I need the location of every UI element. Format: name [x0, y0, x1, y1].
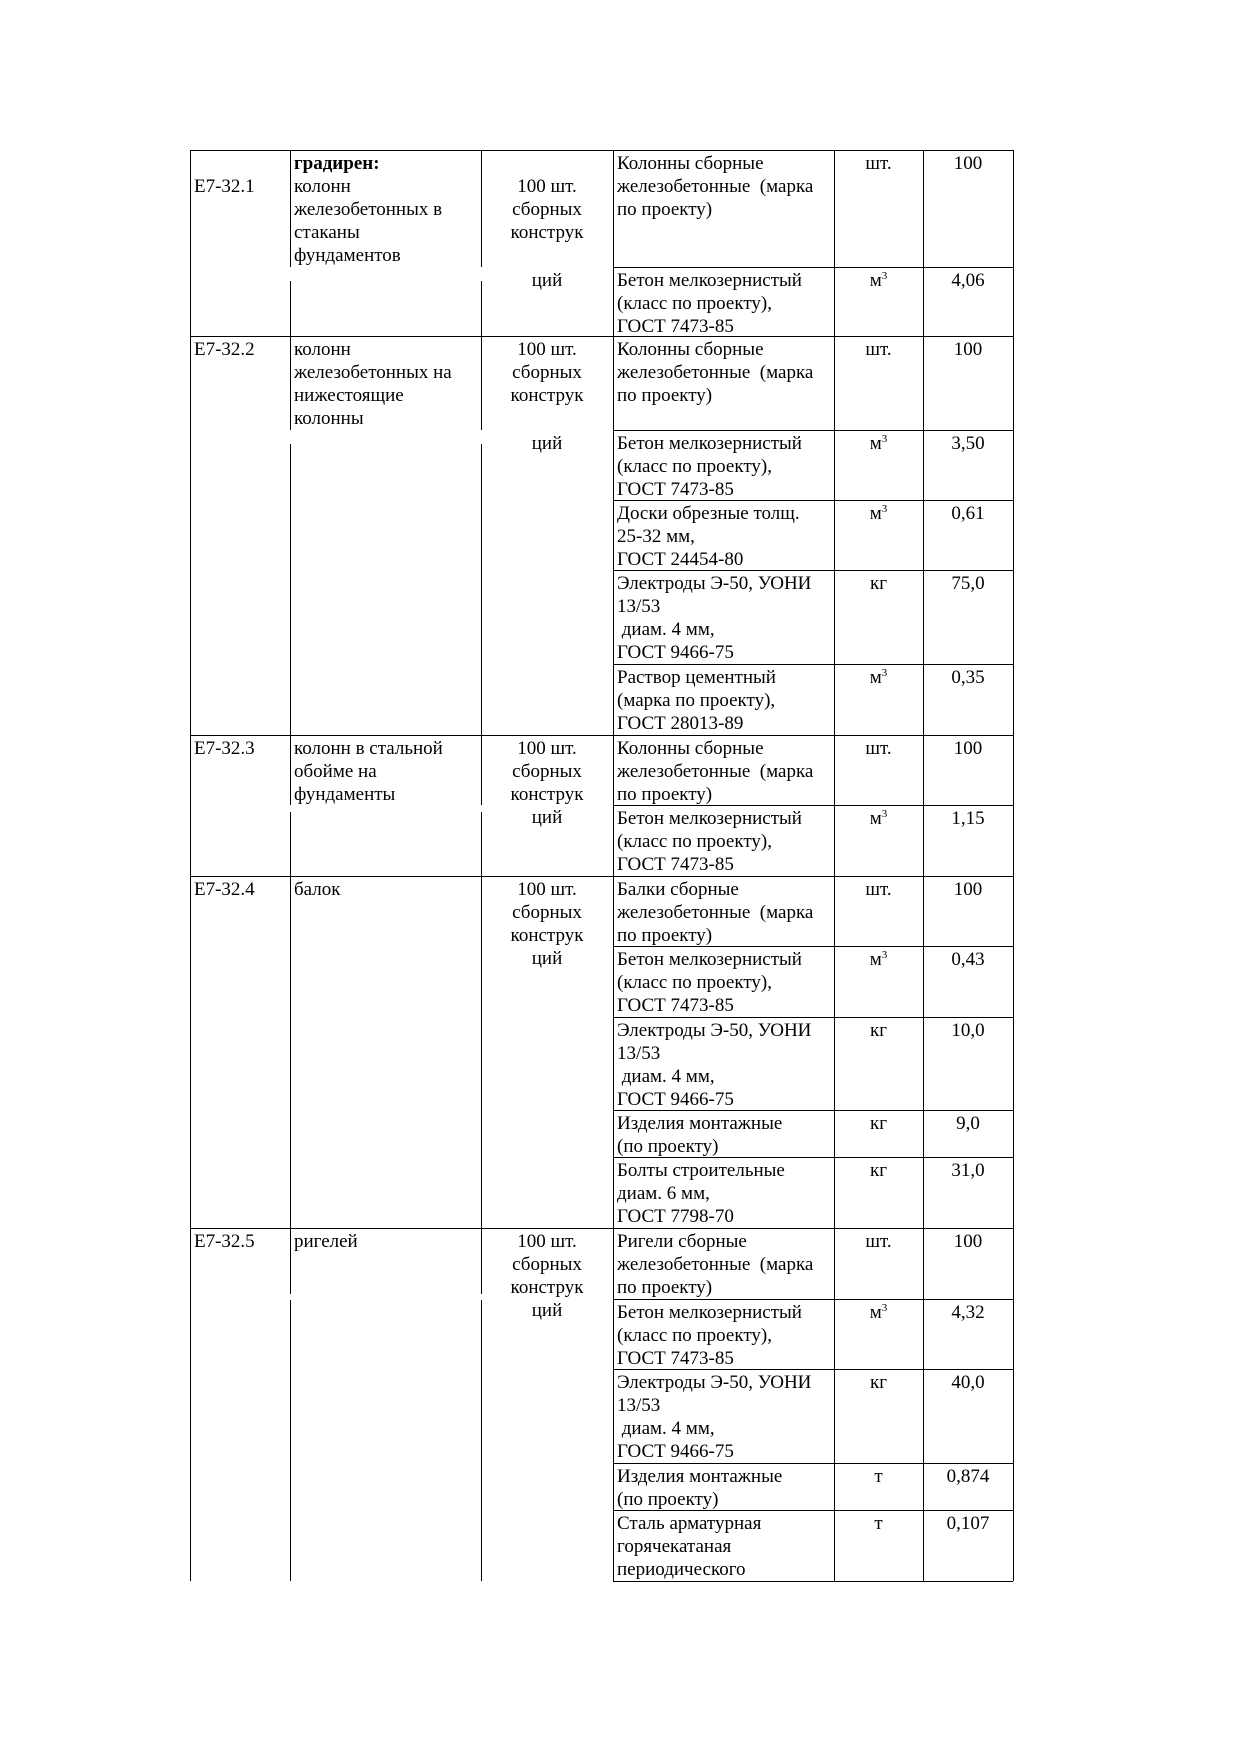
resource-row-border	[613, 1463, 1013, 1464]
material-line: ГОСТ 7473-85	[617, 479, 734, 500]
material-line: ГОСТ 7473-85	[617, 316, 734, 337]
material-line: (класс по проекту),	[617, 293, 772, 314]
material-line: Балки сборные	[617, 879, 739, 900]
material-line: ГОСТ 9466-75	[617, 642, 734, 663]
unit-cell: шт.	[865, 738, 892, 759]
norm-name-line: фундаменты	[294, 784, 396, 805]
meter-line: сборных	[512, 1254, 582, 1275]
meter-line: сборных	[512, 761, 582, 782]
unit-cell: шт.	[865, 1231, 892, 1252]
material-line: по проекту)	[617, 385, 713, 406]
meter-line: конструк	[510, 925, 584, 946]
norm-name-line: стаканы	[294, 222, 360, 243]
material-line: Сталь арматурная	[617, 1513, 762, 1534]
resource-row-border	[613, 1299, 1013, 1300]
material-line: (класс по проекту),	[617, 831, 772, 852]
material-line: ГОСТ 7473-85	[617, 1348, 734, 1369]
material-line: Раствор цементный	[617, 667, 776, 688]
resource-row-border	[613, 1017, 1013, 1018]
unit-cell: шт.	[865, 153, 892, 174]
qty-cell: 0,874	[946, 1466, 990, 1487]
material-line: Изделия монтажные	[617, 1466, 783, 1487]
table-border-material	[613, 150, 614, 1581]
material-line: по проекту)	[617, 1277, 713, 1298]
material-line: Бетон мелкозернистый	[617, 949, 802, 970]
material-line: Изделия монтажные	[617, 1113, 783, 1134]
meter-line: ций	[531, 433, 563, 454]
qty-cell: 40,0	[951, 1372, 985, 1393]
material-line: железобетонные (марка	[617, 176, 814, 197]
material-line: 13/53	[617, 596, 661, 617]
material-line: диам. 4 мм,	[617, 1418, 715, 1439]
table-top-border	[190, 150, 1013, 151]
material-line: 13/53	[617, 1395, 661, 1416]
unit-cell: $м^3$	[869, 503, 888, 524]
material-line: (по проекту)	[617, 1136, 719, 1157]
qty-cell: 100	[953, 1231, 983, 1252]
unit-cell: кг	[869, 1372, 888, 1393]
qty-cell: 10,0	[951, 1020, 985, 1041]
unit-cell: шт.	[865, 339, 892, 360]
unit-cell: кг	[869, 573, 888, 594]
norm-code: Е7-32.2	[194, 339, 255, 360]
material-line: Ригели сборные	[617, 1231, 747, 1252]
unit-cell: т	[874, 1513, 883, 1534]
material-line: (класс по проекту),	[617, 972, 772, 993]
material-line: по проекту)	[617, 199, 713, 220]
meter-line: конструк	[510, 1277, 584, 1298]
material-line: диам. 6 мм,	[617, 1183, 710, 1204]
norm-name-line: колонны	[294, 408, 364, 429]
norm-name-line: фундаментов	[294, 245, 401, 266]
meter-line: сборных	[512, 362, 582, 383]
norm-row-border	[190, 735, 1013, 736]
material-line: Колонны сборные	[617, 339, 764, 360]
material-line: ГОСТ 7473-85	[617, 854, 734, 875]
meter-line: сборных	[512, 199, 582, 220]
meter-line: сборных	[512, 902, 582, 923]
unit-cell: $м^3$	[869, 667, 888, 688]
material-line: железобетонные (марка	[617, 902, 814, 923]
qty-cell: 75,0	[951, 573, 985, 594]
qty-cell: 100	[953, 339, 983, 360]
qty-cell: 4,06	[951, 270, 985, 291]
material-line: по проекту)	[617, 925, 713, 946]
table-border-name	[290, 1300, 291, 1581]
unit-cell: $м^3$	[869, 808, 888, 829]
unit-cell: кг	[869, 1020, 888, 1041]
qty-cell: 100	[953, 153, 983, 174]
norm-row-border	[190, 1228, 1013, 1229]
meter-line: 100 шт.	[517, 879, 577, 900]
norm-name-line: колонн в стальной	[294, 738, 443, 759]
table-border-meter	[481, 1300, 482, 1581]
qty-cell: 0,35	[951, 667, 985, 688]
norm-name-line: обойме на	[294, 761, 377, 782]
material-line: Электроды Э-50, УОНИ	[617, 1020, 812, 1041]
norm-name-line: железобетонных на	[294, 362, 452, 383]
material-line: (марка по проекту),	[617, 690, 776, 711]
material-line: (по проекту)	[617, 1489, 719, 1510]
meter-line: 100 шт.	[517, 1231, 577, 1252]
meter-line: ций	[531, 270, 563, 291]
qty-cell: 9,0	[956, 1113, 980, 1134]
material-line: железобетонные (марка	[617, 1254, 814, 1275]
qty-cell: 0,61	[951, 503, 985, 524]
material-line: (класс по проекту),	[617, 456, 772, 477]
unit-cell: $м^3$	[869, 270, 888, 291]
table-border-name	[290, 812, 291, 1294]
material-line: ГОСТ 9466-75	[617, 1441, 734, 1462]
material-line: Бетон мелкозернистый	[617, 808, 802, 829]
material-line: ГОСТ 7473-85	[617, 995, 734, 1016]
material-line: Колонны сборные	[617, 153, 764, 174]
material-line: Доски обрезные толщ.	[617, 503, 800, 524]
meter-line: 100 шт.	[517, 339, 577, 360]
norm-name-line: балок	[294, 879, 341, 900]
qty-cell: 0,43	[951, 949, 985, 970]
qty-cell: 4,32	[951, 1302, 985, 1323]
qty-cell: 100	[953, 879, 983, 900]
table-border-name	[290, 281, 291, 430]
material-line: периодического	[617, 1559, 746, 1580]
material-line: диам. 4 мм,	[617, 619, 715, 640]
resource-row-border	[613, 430, 1013, 431]
norm-name-line: колонн	[294, 339, 351, 360]
unit-cell: шт.	[865, 879, 892, 900]
table-border-unit	[834, 150, 835, 1581]
table-bottom-border	[613, 1581, 1013, 1582]
material-line: ГОСТ 9466-75	[617, 1089, 734, 1110]
meter-line: ций	[531, 1300, 563, 1321]
table-border-qty	[923, 150, 924, 1581]
material-line: ГОСТ 7798-70	[617, 1206, 734, 1227]
unit-cell: $м^3$	[869, 949, 888, 970]
material-line: ГОСТ 28013-89	[617, 713, 744, 734]
qty-cell: 31,0	[951, 1160, 985, 1181]
norm-code: Е7-32.1	[194, 176, 255, 197]
meter-line: конструк	[510, 385, 584, 406]
meter-line: конструк	[510, 784, 584, 805]
material-line: горячекатаная	[617, 1536, 732, 1557]
material-line: Колонны сборные	[617, 738, 764, 759]
qty-cell: 100	[953, 738, 983, 759]
material-line: (класс по проекту),	[617, 1325, 772, 1346]
norm-name-line: нижестоящие	[294, 385, 404, 406]
table-border-left	[190, 150, 191, 1581]
section-heading: градирен:	[294, 153, 380, 174]
material-line: Электроды Э-50, УОНИ	[617, 573, 812, 594]
material-line: Бетон мелкозернистый	[617, 1302, 802, 1323]
unit-cell: кг	[869, 1160, 888, 1181]
norm-code: Е7-32.3	[194, 738, 255, 759]
unit-cell: $м^3$	[869, 1302, 888, 1323]
unit-cell: т	[874, 1466, 883, 1487]
material-line: железобетонные (марка	[617, 761, 814, 782]
meter-line: ций	[531, 948, 563, 969]
material-line: Электроды Э-50, УОНИ	[617, 1372, 812, 1393]
norm-name-line: железобетонных в	[294, 199, 443, 220]
norm-row-border	[190, 336, 1013, 337]
norm-code: Е7-32.5	[194, 1231, 255, 1252]
material-line: Бетон мелкозернистый	[617, 433, 802, 454]
qty-cell: 1,15	[951, 808, 985, 829]
material-line: диам. 4 мм,	[617, 1066, 715, 1087]
unit-cell: кг	[869, 1113, 888, 1134]
material-line: железобетонные (марка	[617, 362, 814, 383]
resource-row-border	[613, 664, 1013, 665]
resource-row-border	[613, 267, 1013, 268]
table-border-right	[1013, 150, 1014, 1581]
norm-code: Е7-32.4	[194, 879, 255, 900]
norm-name-line: ригелей	[294, 1231, 358, 1252]
meter-line: 100 шт.	[517, 176, 577, 197]
qty-cell: 0,107	[946, 1513, 990, 1534]
meter-line: 100 шт.	[517, 738, 577, 759]
material-line: Болты строительные	[617, 1160, 785, 1181]
material-line: 13/53	[617, 1043, 661, 1064]
table-border-name	[290, 444, 291, 805]
meter-line: конструк	[510, 222, 584, 243]
meter-line: ций	[531, 807, 563, 828]
norm-name-line: колонн	[294, 176, 351, 197]
unit-cell: $м^3$	[869, 433, 888, 454]
material-line: ГОСТ 24454-80	[617, 549, 744, 570]
material-line: 25-32 мм,	[617, 526, 695, 547]
material-line: Бетон мелкозернистый	[617, 270, 802, 291]
norm-row-border	[190, 876, 1013, 877]
qty-cell: 3,50	[951, 433, 985, 454]
table-border-name	[290, 150, 291, 267]
material-line: по проекту)	[617, 784, 713, 805]
